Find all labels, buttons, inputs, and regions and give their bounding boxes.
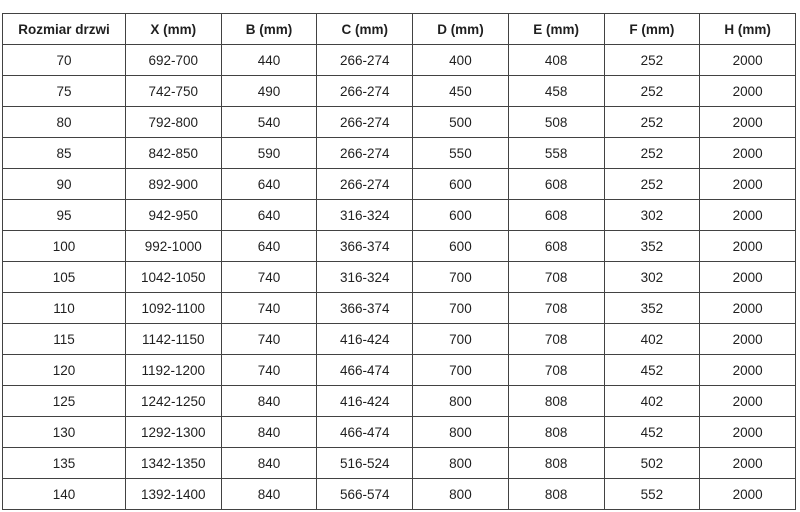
table-cell: 942-950 <box>125 200 221 231</box>
table-cell: 302 <box>604 262 700 293</box>
table-cell: 400 <box>413 45 509 76</box>
table-cell: 808 <box>508 417 604 448</box>
table-cell: 800 <box>413 448 509 479</box>
table-cell: 740 <box>221 293 317 324</box>
table-cell: 708 <box>508 355 604 386</box>
table-cell: 808 <box>508 448 604 479</box>
table-cell: 266-274 <box>317 107 413 138</box>
table-cell: 266-274 <box>317 169 413 200</box>
table-row <box>3 45 796 76</box>
table-cell: 600 <box>413 231 509 262</box>
table-cell: 352 <box>604 231 700 262</box>
table-row <box>3 262 796 293</box>
table-cell: 2000 <box>700 138 796 169</box>
table-cell: 458 <box>508 76 604 107</box>
table-cell: 508 <box>508 107 604 138</box>
table-cell: 452 <box>604 355 700 386</box>
table-cell: 808 <box>508 479 604 510</box>
table-cell: 130 <box>3 417 126 448</box>
table-cell: 115 <box>3 324 126 355</box>
table-cell: 2000 <box>700 448 796 479</box>
table-cell: 252 <box>604 138 700 169</box>
table-cell: 608 <box>508 231 604 262</box>
table-cell: 2000 <box>700 479 796 510</box>
table-row <box>3 355 796 386</box>
table-cell: 842-850 <box>125 138 221 169</box>
table-cell: 2000 <box>700 107 796 138</box>
table-cell: 700 <box>413 262 509 293</box>
table-cell: 840 <box>221 448 317 479</box>
column-header-b-mm: B (mm) <box>221 14 317 45</box>
table-cell: 2000 <box>700 169 796 200</box>
column-header-rozmiar-drzwi: Rozmiar drzwi <box>3 14 126 45</box>
table-cell: 252 <box>604 45 700 76</box>
table-cell: 2000 <box>700 417 796 448</box>
table-cell: 2000 <box>700 45 796 76</box>
table-cell: 440 <box>221 45 317 76</box>
table-cell: 2000 <box>700 386 796 417</box>
table-cell: 516-524 <box>317 448 413 479</box>
door-size-table <box>2 13 796 510</box>
table-cell: 2000 <box>700 231 796 262</box>
table-cell: 416-424 <box>317 324 413 355</box>
table-cell: 800 <box>413 417 509 448</box>
table-cell: 408 <box>508 45 604 76</box>
table-cell: 105 <box>3 262 126 293</box>
table-cell: 1192-1200 <box>125 355 221 386</box>
table-cell: 1142-1150 <box>125 324 221 355</box>
table-cell: 2000 <box>700 355 796 386</box>
table-cell: 2000 <box>700 324 796 355</box>
table-cell: 552 <box>604 479 700 510</box>
table-cell: 740 <box>221 324 317 355</box>
table-cell: 1042-1050 <box>125 262 221 293</box>
column-header-f-mm: F (mm) <box>604 14 700 45</box>
column-header-h-mm: H (mm) <box>700 14 796 45</box>
table-cell: 500 <box>413 107 509 138</box>
table-cell: 840 <box>221 417 317 448</box>
table-cell: 2000 <box>700 293 796 324</box>
table-cell: 640 <box>221 231 317 262</box>
table-cell: 302 <box>604 200 700 231</box>
table-cell: 135 <box>3 448 126 479</box>
table-row <box>3 386 796 417</box>
table-cell: 316-324 <box>317 262 413 293</box>
table-row <box>3 479 796 510</box>
table-cell: 490 <box>221 76 317 107</box>
table-cell: 2000 <box>700 76 796 107</box>
table-cell: 2000 <box>700 262 796 293</box>
table-cell: 740 <box>221 355 317 386</box>
table-row <box>3 293 796 324</box>
table-cell: 800 <box>413 479 509 510</box>
table-cell: 550 <box>413 138 509 169</box>
table-cell: 700 <box>413 293 509 324</box>
table-cell: 1292-1300 <box>125 417 221 448</box>
table-cell: 120 <box>3 355 126 386</box>
table-cell: 266-274 <box>317 138 413 169</box>
table-row <box>3 169 796 200</box>
table-cell: 640 <box>221 169 317 200</box>
table-cell: 125 <box>3 386 126 417</box>
table-cell: 252 <box>604 107 700 138</box>
table-body <box>3 45 796 510</box>
table-header-row <box>3 14 796 45</box>
table-cell: 566-574 <box>317 479 413 510</box>
table-cell: 700 <box>413 355 509 386</box>
table-cell: 892-900 <box>125 169 221 200</box>
table-cell: 75 <box>3 76 126 107</box>
table-cell: 558 <box>508 138 604 169</box>
table-cell: 800 <box>413 386 509 417</box>
table-cell: 840 <box>221 386 317 417</box>
table-cell: 1092-1100 <box>125 293 221 324</box>
table-cell: 70 <box>3 45 126 76</box>
table-cell: 708 <box>508 293 604 324</box>
table-cell: 1342-1350 <box>125 448 221 479</box>
table-cell: 80 <box>3 107 126 138</box>
table-cell: 466-474 <box>317 355 413 386</box>
table-cell: 402 <box>604 386 700 417</box>
table-row <box>3 448 796 479</box>
table-cell: 740 <box>221 262 317 293</box>
table-row <box>3 324 796 355</box>
table-cell: 600 <box>413 169 509 200</box>
table-cell: 840 <box>221 479 317 510</box>
table-cell: 692-700 <box>125 45 221 76</box>
table-cell: 2000 <box>700 200 796 231</box>
table-cell: 608 <box>508 200 604 231</box>
table-cell: 466-474 <box>317 417 413 448</box>
table-cell: 708 <box>508 324 604 355</box>
table-cell: 266-274 <box>317 76 413 107</box>
table-cell: 416-424 <box>317 386 413 417</box>
table-row <box>3 231 796 262</box>
table-cell: 1242-1250 <box>125 386 221 417</box>
table-cell: 140 <box>3 479 126 510</box>
table-cell: 742-750 <box>125 76 221 107</box>
table-cell: 992-1000 <box>125 231 221 262</box>
table-cell: 1392-1400 <box>125 479 221 510</box>
table-cell: 708 <box>508 262 604 293</box>
column-header-d-mm: D (mm) <box>413 14 509 45</box>
table-row <box>3 107 796 138</box>
table-cell: 450 <box>413 76 509 107</box>
table-cell: 110 <box>3 293 126 324</box>
table-row <box>3 200 796 231</box>
table-cell: 352 <box>604 293 700 324</box>
table-cell: 100 <box>3 231 126 262</box>
table-cell: 316-324 <box>317 200 413 231</box>
table-cell: 590 <box>221 138 317 169</box>
table-cell: 640 <box>221 200 317 231</box>
table-cell: 608 <box>508 169 604 200</box>
table-row <box>3 417 796 448</box>
table-cell: 85 <box>3 138 126 169</box>
table-cell: 600 <box>413 200 509 231</box>
table-cell: 700 <box>413 324 509 355</box>
column-header-x-mm: X (mm) <box>125 14 221 45</box>
table-cell: 808 <box>508 386 604 417</box>
table-cell: 252 <box>604 169 700 200</box>
table-cell: 366-374 <box>317 293 413 324</box>
table-cell: 792-800 <box>125 107 221 138</box>
column-header-e-mm: E (mm) <box>508 14 604 45</box>
table-cell: 540 <box>221 107 317 138</box>
table-cell: 95 <box>3 200 126 231</box>
table-cell: 266-274 <box>317 45 413 76</box>
table-cell: 402 <box>604 324 700 355</box>
table-cell: 366-374 <box>317 231 413 262</box>
table-row <box>3 138 796 169</box>
table-row <box>3 76 796 107</box>
table-cell: 90 <box>3 169 126 200</box>
table-cell: 252 <box>604 76 700 107</box>
table-cell: 452 <box>604 417 700 448</box>
column-header-c-mm: C (mm) <box>317 14 413 45</box>
table-cell: 502 <box>604 448 700 479</box>
